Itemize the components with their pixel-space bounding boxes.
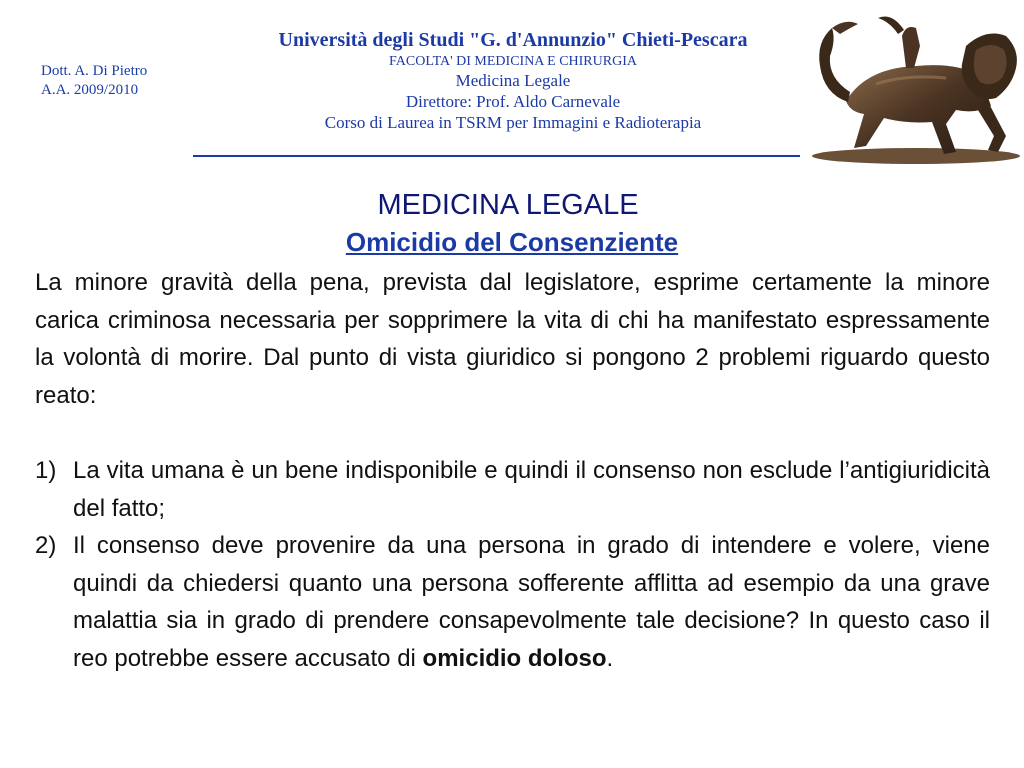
problems-list [35, 452, 990, 677]
author-name: Dott. A. Di Pietro [41, 63, 148, 79]
department-name: Medicina Legale [455, 71, 571, 90]
list-item-text [73, 527, 990, 677]
chimera-statue-icon [806, 6, 1022, 166]
list-item [35, 527, 990, 677]
page-subtitle: Omicidio del Consenziente [345, 227, 679, 257]
faculty-name: FACOLTA' DI MEDICINA E CHIRURGIA [389, 54, 637, 69]
list-item-text: La vita umana è un bene indisponibile e quindi il consenso non esclude l’antigiuridicità del fatto; [73, 457, 990, 522]
course-name: Corso di Laurea in TSRM per Immagini e Radioterapia [324, 113, 702, 132]
university-name: Università degli Studi "G. d'Annunzio" Chieti-Pescara [278, 29, 748, 51]
academic-year: A.A. 2009/2010 [41, 82, 139, 98]
emphasized-term: omicidio doloso [422, 644, 607, 672]
list-item-text-end: . [606, 644, 614, 672]
header-divider [193, 155, 800, 157]
list-item-text-main: Il consenso deve provenire da una persona in grado di intendere e volere, viene quindi da chiedersi quanto una persona sofferente afflitta ad esempio da una grave malattia sia in grado di prendere consapevolmente tale decisione? In questo caso il reo potrebbe essere accusato di [73, 532, 990, 672]
list-item-number: 2) [35, 532, 57, 559]
list-item-number: 1) [35, 457, 57, 484]
intro-paragraph: La minore gravità della pena, prevista dal legislatore, esprime certamente la minore carica criminosa necessaria per sopprimere la vita di chi ha manifestato espressamente la volontà di morire. Dal punto di vista giuridico si pongono 2 problemi riguardo questo reato: [35, 269, 990, 409]
author-info [41, 62, 147, 100]
list-item [35, 452, 990, 527]
page-title: MEDICINA LEGALE [377, 189, 639, 221]
director-name: Direttore: Prof. Aldo Carnevale [405, 92, 621, 111]
institution-header [222, 27, 804, 133]
